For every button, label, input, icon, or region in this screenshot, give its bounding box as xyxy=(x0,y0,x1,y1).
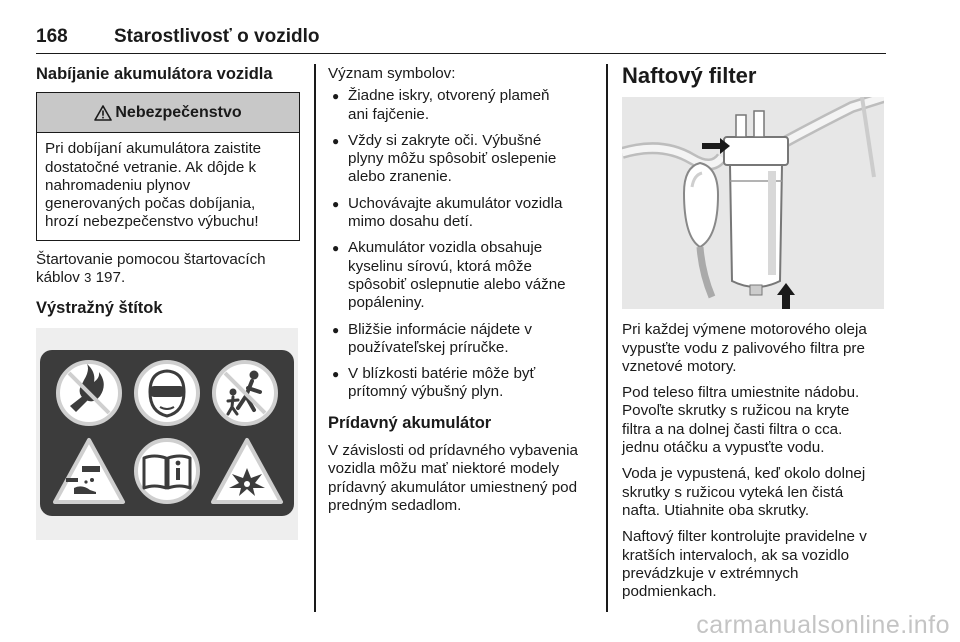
list-item xyxy=(328,365,594,402)
column-middle xyxy=(328,65,594,523)
danger-heading-text: Nebezpečenstvo xyxy=(115,103,242,121)
text-line: vznetové motory. xyxy=(622,357,737,375)
jump-start-reference xyxy=(36,251,302,288)
diesel-filter-title: Naftový filter xyxy=(622,63,757,88)
danger-line: hrozí nebezpečenstvo výbuchu! xyxy=(45,213,259,231)
list-item-line: ● Vždy si zakryte oči. Výbušné xyxy=(348,131,542,149)
warning-label-title: Výstražný štítok xyxy=(36,299,163,318)
list-item-line: ● Akumulátor vozidla obsahuje xyxy=(348,239,543,257)
diesel-filter-figure xyxy=(622,97,884,309)
watermark: carmanualsonline.info xyxy=(696,611,950,639)
list-item-line: ● Uchovávajte akumulátor vozidla xyxy=(348,194,563,212)
text-line: Voda je vypustená, keď okolo dolnej xyxy=(622,465,866,483)
eye-protection-icon xyxy=(132,358,202,428)
list-item xyxy=(328,321,594,358)
danger-box xyxy=(36,92,300,240)
list-item-line: spôsobiť oslepnutie alebo vážne xyxy=(348,275,566,293)
list-item-line: ● Žiadne iskry, otvorený plameň xyxy=(348,87,550,105)
page-reference-arrow-icon: 3 xyxy=(84,270,92,286)
jump-line: Štartovanie pomocou štartovacích xyxy=(36,250,266,268)
list-item-line: ani fajčenie. xyxy=(348,105,430,123)
extra-battery-title: Prídavný akumulátor xyxy=(328,413,492,432)
list-item-line: kyselinu sírovú, ktorá môže xyxy=(348,257,533,275)
extra-battery-text xyxy=(328,442,594,515)
text-line: prídavný akumulátor umiestnený pod xyxy=(328,478,578,496)
no-fire-icon xyxy=(54,358,124,428)
list-item-line: mimo dosahu detí. xyxy=(348,213,473,231)
filter-paragraph xyxy=(622,465,886,520)
filter-paragraph xyxy=(622,384,886,457)
text-line: Pod teleso filtra umiestnite nádobu. xyxy=(622,384,860,402)
text-line: podmienkach. xyxy=(622,583,717,601)
list-item-line: alebo zranenie. xyxy=(348,168,452,186)
column-left xyxy=(36,65,302,540)
warning-label-figure xyxy=(36,328,298,540)
text-line: vypusťte vodu z palivového filtra pre xyxy=(622,339,865,357)
page-number: 168 xyxy=(36,26,68,47)
consult-manual-icon xyxy=(132,436,202,506)
text-line: Povoľte skrutky s ružicou na kryte xyxy=(622,402,850,420)
warning-triangle-icon xyxy=(94,105,112,121)
symbols-intro: Význam symbolov: xyxy=(328,65,456,82)
column-divider xyxy=(314,64,316,612)
text-line: kratších intervaloch, ak sa vozidlo xyxy=(622,546,850,564)
explosive-gas-icon xyxy=(210,436,284,508)
warning-label-plate xyxy=(40,350,294,516)
filter-paragraph xyxy=(622,321,886,376)
text-line: V závislosti od prídavného vybavenia xyxy=(328,442,578,460)
fuel-filter-illustration xyxy=(622,97,884,309)
filter-paragraph xyxy=(622,528,886,601)
text-line: prevádzkuje v extrémnych xyxy=(622,564,799,582)
text-line: skrutky s ružicou vyteká len čistá xyxy=(622,483,844,501)
danger-line: nahromadeniu plynov xyxy=(45,176,191,194)
list-item xyxy=(328,87,594,124)
column-right xyxy=(622,65,886,609)
keep-away-from-children-icon xyxy=(210,358,280,428)
danger-line: generovaných počas dobíjania, xyxy=(45,195,256,213)
section-title-battery-charging: Nabíjanie akumulátora vozidla xyxy=(36,65,273,83)
column-divider xyxy=(606,64,608,612)
list-item-line: ● V blízkosti batérie môže byť xyxy=(348,365,536,383)
danger-line: Pri dobíjaní akumulátora zaistite xyxy=(45,140,262,158)
danger-heading xyxy=(37,93,299,133)
list-item xyxy=(328,132,594,187)
jump-line: káblov xyxy=(36,269,80,287)
text-line: jednu otáčku a vypusťte vodu. xyxy=(622,439,825,457)
text-line: Naftový filter kontrolujte pravidelne v xyxy=(622,528,867,546)
list-item-line: prítomný výbušný plyn. xyxy=(348,383,504,401)
danger-line: dostatočné vetranie. Ak dôjde k xyxy=(45,158,257,176)
text-line: nafta. Utiahnite oba skrutky. xyxy=(622,501,810,519)
chapter-title: Starostlivosť o vozidlo xyxy=(114,26,320,47)
page-header xyxy=(36,26,886,54)
symbol-meaning-list xyxy=(328,87,594,401)
list-item-line: ● Bližšie informácie nájdete v xyxy=(348,320,533,338)
text-line: vozidla môžu mať niektoré modely xyxy=(328,460,560,478)
list-item xyxy=(328,239,594,312)
list-item-line: používateľskej príručke. xyxy=(348,338,509,356)
list-item-line: popáleniny. xyxy=(348,294,425,312)
list-item xyxy=(328,195,594,232)
text-line: Pri každej výmene motorového oleja xyxy=(622,321,867,339)
page-reference-link[interactable]: 197. xyxy=(95,269,126,287)
text-line: predným sedadlom. xyxy=(328,496,462,514)
text-line: filtra a na dolnej časti filtra o cca. xyxy=(622,420,843,438)
danger-text xyxy=(37,133,299,239)
corrosive-acid-icon xyxy=(52,436,126,508)
list-item-line: plyny môžu spôsobiť oslepenie xyxy=(348,150,557,168)
